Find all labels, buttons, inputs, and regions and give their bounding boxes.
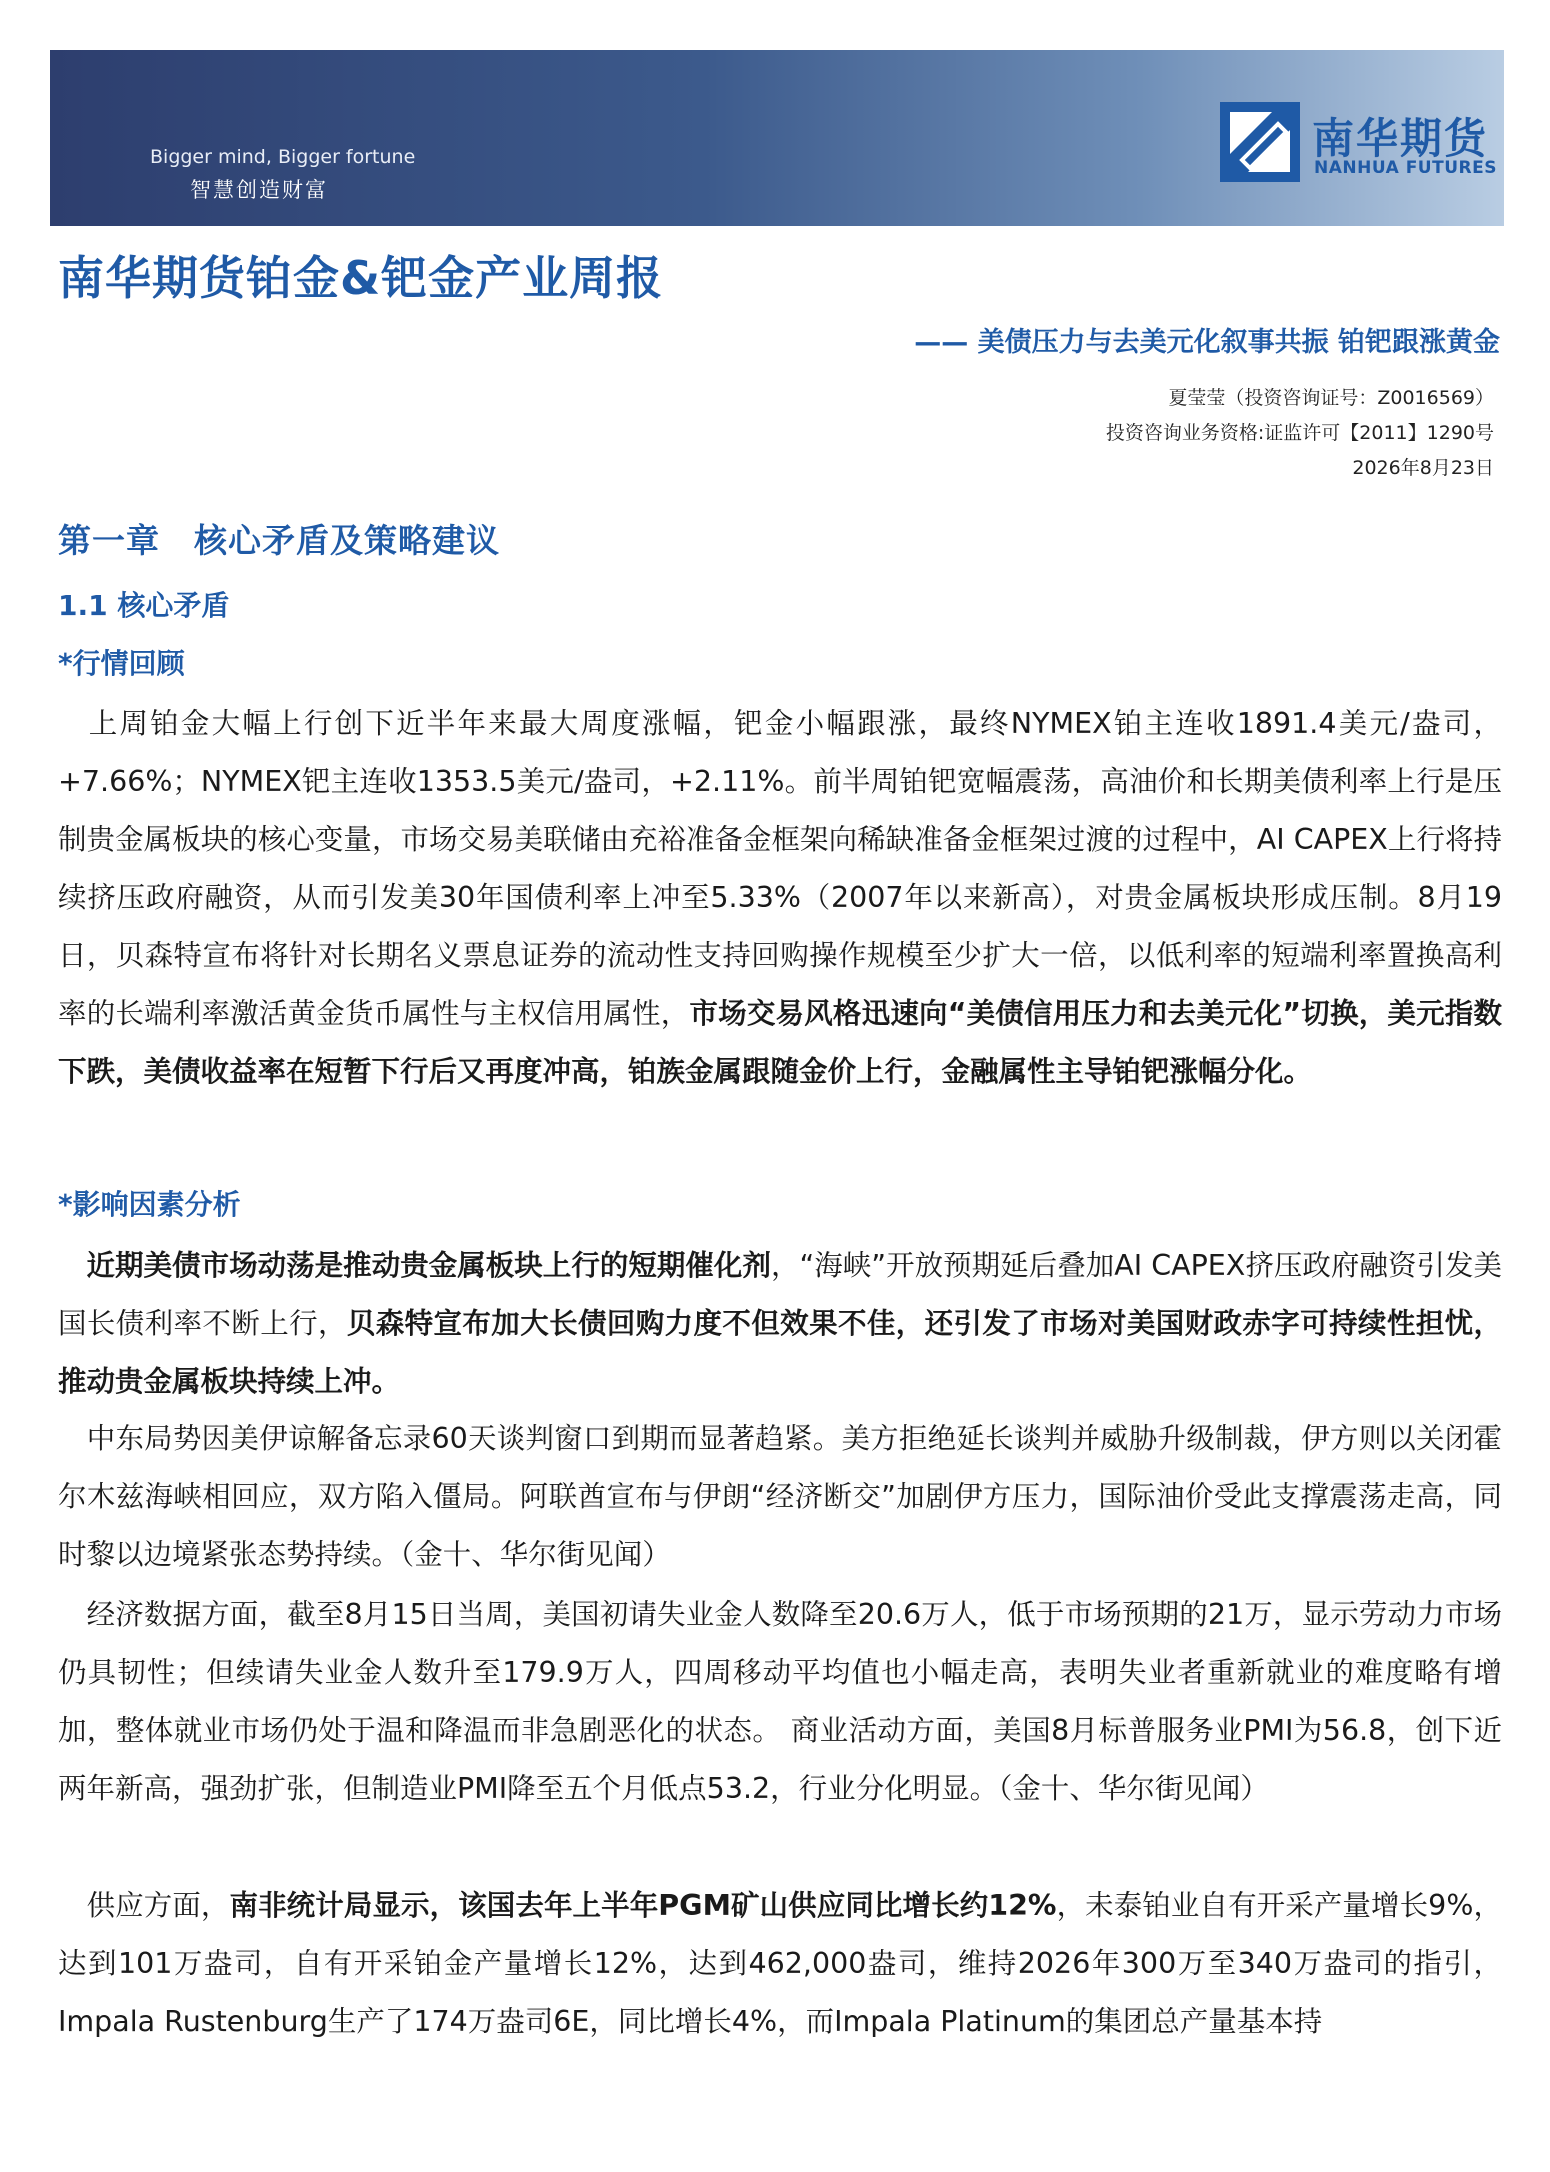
paragraph-economic-data bbox=[58, 1586, 1502, 1818]
paragraph-text: ，“海峡”开放预期延后叠加AI CAPEX挤压政府融资引发美国长债利率不断上行， bbox=[58, 1249, 1502, 1340]
factor-analysis-heading: *影响因素分析 bbox=[58, 1188, 241, 1221]
chapter-heading: 第一章 核心矛盾及策略建议 bbox=[58, 521, 500, 560]
paragraph-supply bbox=[58, 1877, 1502, 2051]
paragraph-middle-east bbox=[58, 1410, 1502, 1584]
logo-chinese-name: 南华期货 bbox=[1312, 114, 1489, 163]
paragraph-emphasis: 近期美债市场动荡是推动贵金属板块上行的短期催化剂 bbox=[86, 1249, 771, 1282]
license-line: 投资咨询业务资格:证监许可【2011】1290号 bbox=[1105, 422, 1494, 444]
paragraph-bond-market bbox=[58, 1237, 1502, 1411]
report-date: 2026年8月23日 bbox=[1352, 457, 1494, 479]
nanhua-logo-icon bbox=[1220, 102, 1300, 182]
document-subtitle: —— 美债压力与去美元化叙事共振 铂钯跟涨黄金 bbox=[914, 327, 1500, 358]
logo-english-name: NANHUA FUTURES bbox=[1314, 158, 1497, 178]
paragraph-emphasis: 贝森特宣布加大长债回购力度不但效果不佳，还引发了市场对美国财政赤字可持续性担忧，推动贵金属板块持续上冲。 bbox=[58, 1307, 1502, 1398]
slogan-chinese: 智慧创造财富 bbox=[190, 178, 328, 202]
paragraph-market-review bbox=[58, 695, 1502, 1101]
document-title: 南华期货铂金&钯金产业周报 bbox=[58, 251, 664, 305]
paragraph-text: 上周铂金大幅上行创下近半年来最大周度涨幅，钯金小幅跟涨，最终NYMEX铂主连收1891.4美元/盎司，+7.66%；NYMEX钯主连收1353.5美元/盎司，+2.11%。前半周铂钯宽幅震荡，高油价和长期美债利率上行是压制贵金属板块的核心变量，市场交易美联储由充裕准备金框架向稀缺准备金框架过渡的过程中，AI CAPEX上行将持续挤压政府融资，从而引发美30年国债利率上冲至5.33%（2007年以来新高），对贵金属板块形成压制。8月19日，贝森特宣布将针对长期名义票息证券的流动性支持回购操作规模至少扩大一倍，以低利率的短端利率置换高利率的长端利率激活黄金货币属性与主权信用属性， bbox=[58, 707, 1502, 1030]
header-banner bbox=[50, 50, 1504, 226]
paragraph-text: 供应方面， bbox=[86, 1889, 230, 1922]
slogan-english: Bigger mind, Bigger fortune bbox=[150, 146, 416, 168]
market-review-heading: *行情回顾 bbox=[58, 647, 185, 680]
paragraph-text: 经济数据方面，截至8月15日当周，美国初请失业金人数降至20.6万人，低于市场预期的21万，显示劳动力市场仍具韧性；但续请失业金人数升至179.9万人，四周移动平均值也小幅走高，表明失业者重新就业的难度略有增加，整体就业市场仍处于温和降温而非急剧恶化的状态。 商业活动方面，美国8月标普服务业PMI为56.8，创下近两年新高，强劲扩张，但制造业PMI降至五个月低点53.2，行业分化明显。（金十、华尔街见闻） bbox=[58, 1598, 1502, 1805]
paragraph-text: 中东局势因美伊谅解备忘录60天谈判窗口到期而显著趋紧。美方拒绝延长谈判并威胁升级制裁，伊方则以关闭霍尔木兹海峡相回应，双方陷入僵局。阿联酋宣布与伊朗“经济断交”加剧伊方压力，国际油价受此支撑震荡走高，同时黎以边境紧张态势持续。（金十、华尔街见闻） bbox=[58, 1422, 1502, 1571]
author-line: 夏莹莹（投资咨询证号：Z0016569） bbox=[1168, 387, 1494, 409]
paragraph-text: ，未泰铂业自有开采产量增长9%，达到101万盎司，自有开采铂金产量增长12%，达到462,000盎司，维持2026年300万至340万盎司的指引，Impala Rustenburg生产了174万盎司6E，同比增长4%，而Impala Platinum的集团总产量基本持 bbox=[58, 1889, 1502, 2038]
paragraph-emphasis: 南非统计局显示，该国去年上半年PGM矿山供应同比增长约12% bbox=[229, 1889, 1057, 1922]
paragraph-emphasis: 市场交易风格迅速向“美债信用压力和去美元化”切换，美元指数下跌，美债收益率在短暂下行后又再度冲高，铂族金属跟随金价上行，金融属性主导铂钯涨幅分化。 bbox=[58, 997, 1502, 1088]
section-heading: 1.1 核心矛盾 bbox=[58, 589, 230, 622]
